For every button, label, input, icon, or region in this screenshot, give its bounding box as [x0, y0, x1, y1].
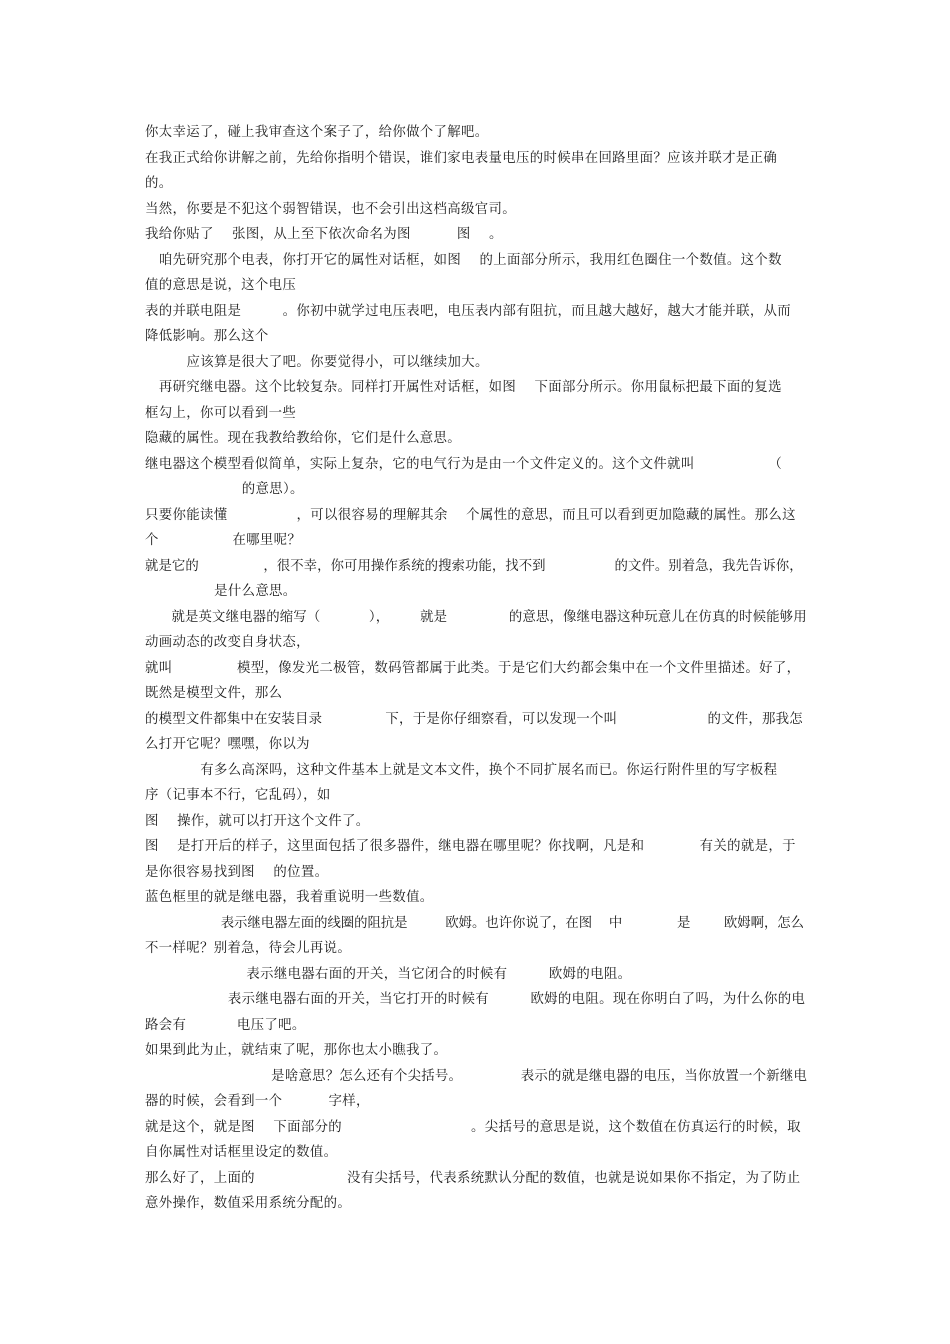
text-line: 就是英文继电器的缩写（ ）， 就是 的意思，像继电器这种玩意儿在仿真的时候能够用 [145, 610, 807, 625]
text-line: 的意思）。 [145, 482, 304, 497]
text-line: 蓝色框里的就是继电器，我着重说明一些数值。 [145, 890, 434, 905]
text-line: 在我正式给你讲解之前，先给你指明个错误，谁们家电表量电压的时候串在回路里面？应该并联才是正确 [145, 151, 778, 166]
text-line: 只要你能读懂 ，可以很容易的理解其余 个属性的意思，而且可以看到更加隐藏的属性。那么这 [145, 508, 796, 523]
text-line: 动画动态的改变自身状态， [145, 635, 310, 650]
text-line: 我给你贴了 张图，从上至下依次命名为图 图 。 [145, 227, 503, 242]
text-line: 不一样呢？别着急，待会儿再说。 [145, 941, 352, 956]
text-line: 器的时候，会看到一个 字样， [145, 1094, 370, 1109]
text-line: 路会有 电压了吧。 [145, 1018, 306, 1033]
text-line: 表的并联电阻是 。你初中就学过电压表吧，电压表内部有阻抗，而且越大越好，越大才能并联，从而 [145, 304, 792, 319]
text-line: 是啥意思？怎么还有个尖括号。 表示的就是继电器的电压，当你放置一个新继电 [145, 1069, 808, 1084]
text-line: 意外操作，数值采用系统分配的。 [145, 1196, 352, 1211]
text-line: 就是它的 ，很不幸，你可用操作系统的搜索功能，找不到 的文件。别着急，我先告诉你， [145, 559, 803, 574]
text-line: 图 是打开后的样子，这里面包括了很多器件，继电器在哪里呢？你找啊，凡是和 有关的就是，于 [145, 839, 796, 854]
text-line: 框勾上，你可以看到一些 [145, 406, 297, 421]
text-line: 就是这个，就是图 下面部分的 。尖括号的意思是说，这个数值在仿真运行的时候，取 [145, 1120, 801, 1135]
text-line: 降低影响。那么这个 [145, 329, 269, 344]
text-line: 的。 [145, 176, 173, 191]
text-line: 有多么高深吗，这种文件基本上就是文本文件，换个不同扩展名而已。你运行附件里的写字板程 [145, 763, 778, 778]
text-line: 应该算是很大了吧。你要觉得小，可以继续加大。 [145, 355, 489, 370]
text-line: 是你很容易找到图 的位置。 [145, 865, 329, 880]
text-line: 如果到此为止，就结束了呢，那你也太小瞧我了。 [145, 1043, 448, 1058]
text-line: 表示继电器左面的线圈的阻抗是 欧姆。也许你说了，在图 中 是 欧姆啊，怎么 [145, 916, 804, 931]
text-line: 隐藏的属性。现在我教给教给你，它们是什么意思。 [145, 431, 462, 446]
text-line: 序（记事本不行，它乱码），如 [145, 788, 331, 803]
text-line: 值的意思是说，这个电压 [145, 278, 297, 293]
text-line: 么打开它呢？嘿嘿，你以为 [145, 737, 310, 752]
text-line: 咱先研究那个电表，你打开它的属性对话框，如图 的上面部分所示，我用红色圈住一个数值。这个数 [145, 253, 782, 268]
text-line: 自你属性对话框里设定的数值。 [145, 1145, 338, 1160]
text-line: 是什么意思。 [145, 584, 297, 599]
text-line: 继电器这个模型看似简单，实际上复杂，它的电气行为是由一个文件定义的。这个文件就叫 （ [145, 457, 783, 472]
text-line: 再研究继电器。这个比较复杂。同样打开属性对话框，如图 下面部分所示。你用鼠标把最下面的复选 [145, 380, 782, 395]
text-line: 那么好了，上面的 没有尖括号，代表系统默认分配的数值，也就是说如果你不指定，为了防止 [145, 1171, 801, 1186]
text-line: 就叫 模型，像发光二极管，数码管都属于此类。于是它们大约都会集中在一个文件里描述。好了， [145, 661, 801, 676]
text-line: 图 操作，就可以打开这个文件了。 [145, 814, 370, 829]
text-line: 你太幸运了，碰上我审查这个案子了，给你做个了解吧。 [145, 125, 489, 140]
text-line: 当然，你要是不犯这个弱智错误，也不会引出这档高级官司。 [145, 202, 516, 217]
text-line: 的模型文件都集中在安装目录 下，于是你仔细察看，可以发现一个叫 的文件，那我怎 [145, 712, 803, 727]
text-line: 既然是模型文件，那么 [145, 686, 283, 701]
text-line: 表示继电器右面的开关，当它打开的时候有 欧姆的电阻。现在你明白了吗，为什么你的电 [145, 992, 806, 1007]
text-line: 个 在哪里呢？ [145, 533, 302, 548]
text-line: 表示继电器右面的开关，当它闭合的时候有 欧姆的电阻。 [145, 967, 632, 982]
